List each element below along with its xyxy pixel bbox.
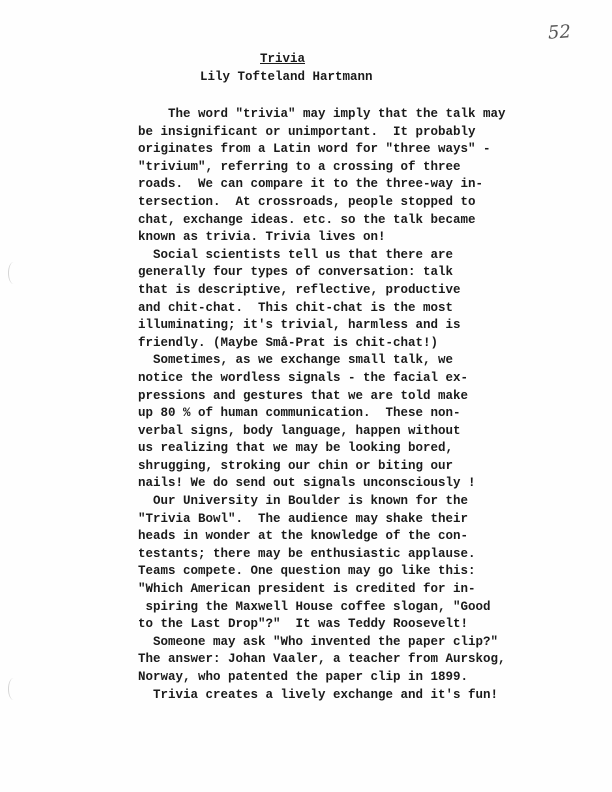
text-line: "trivium", referring to a crossing of three <box>138 159 461 174</box>
text-line: friendly. (Maybe Små-Prat is chit-chat!) <box>138 335 439 350</box>
text-line: testants; there may be enthusiastic applause. <box>138 546 476 561</box>
text-line: Trivia creates a lively exchange and it's fun! <box>138 687 499 702</box>
text-line: heads in wonder at the knowledge of the con- <box>138 529 469 544</box>
text-line: "Which American president is credited for in- <box>138 582 476 597</box>
text-line: chat, exchange ideas. etc. so the talk became <box>138 212 476 227</box>
document-title: Trivia <box>260 52 306 66</box>
page-number: 52 <box>547 21 572 44</box>
text-line: The word "trivia" may imply that the talk may <box>138 107 506 121</box>
body-text <box>138 106 510 704</box>
text-line: Someone may ask "Who invented the paper clip?" <box>138 634 499 649</box>
punch-hole-mark <box>8 262 19 284</box>
text-line: shrugging, stroking our chin or biting our <box>138 458 454 473</box>
text-line: spiring the Maxwell House coffee slogan, "Good <box>138 599 491 614</box>
text-line: known as trivia. Trivia lives on! <box>138 230 386 245</box>
text-line: The answer: Johan Vaaler, a teacher from Aurskog, <box>138 652 506 667</box>
text-line: pressions and gestures that we are told make <box>138 388 469 403</box>
text-line: Sometimes, as we exchange small talk, we <box>138 353 454 368</box>
text-line: illuminating; it's trivial, harmless and is <box>138 318 461 333</box>
text-line: to the Last Drop"?" It was Teddy Roosevelt! <box>138 617 469 632</box>
text-line: "Trivia Bowl". The audience may shake their <box>138 511 469 526</box>
text-line: Teams compete. One question may go like this: <box>138 564 476 579</box>
text-line: originates from a Latin word for "three ways" - <box>138 142 491 157</box>
text-line: roads. We can compare it to the three-way in- <box>138 177 484 192</box>
text-line: up 80 % of human communication. These non- <box>138 406 461 421</box>
text-line: us realizing that we may be looking bored, <box>138 441 454 456</box>
text-line: Norway, who patented the paper clip in 1899. <box>138 670 469 684</box>
text-line: generally four types of conversation: talk <box>138 265 454 280</box>
text-line: nails! We do send out signals unconsciously ! <box>138 476 476 491</box>
text-line: Our University in Boulder is known for the <box>138 494 469 509</box>
text-line: tersection. At crossroads, people stopped to <box>138 194 476 209</box>
text-line: be insignificant or unimportant. It probably <box>138 124 476 139</box>
text-line: that is descriptive, reflective, productive <box>138 282 461 297</box>
text-line: verbal signs, body language, happen without <box>138 423 461 438</box>
text-line: notice the wordless signals - the facial ex- <box>138 370 469 385</box>
punch-hole-mark <box>8 678 19 700</box>
text-line: Social scientists tell us that there are <box>138 247 454 262</box>
text-line: and chit-chat. This chit-chat is the most <box>138 300 454 315</box>
author-name: Lily Tofteland Hartmann <box>200 70 373 84</box>
